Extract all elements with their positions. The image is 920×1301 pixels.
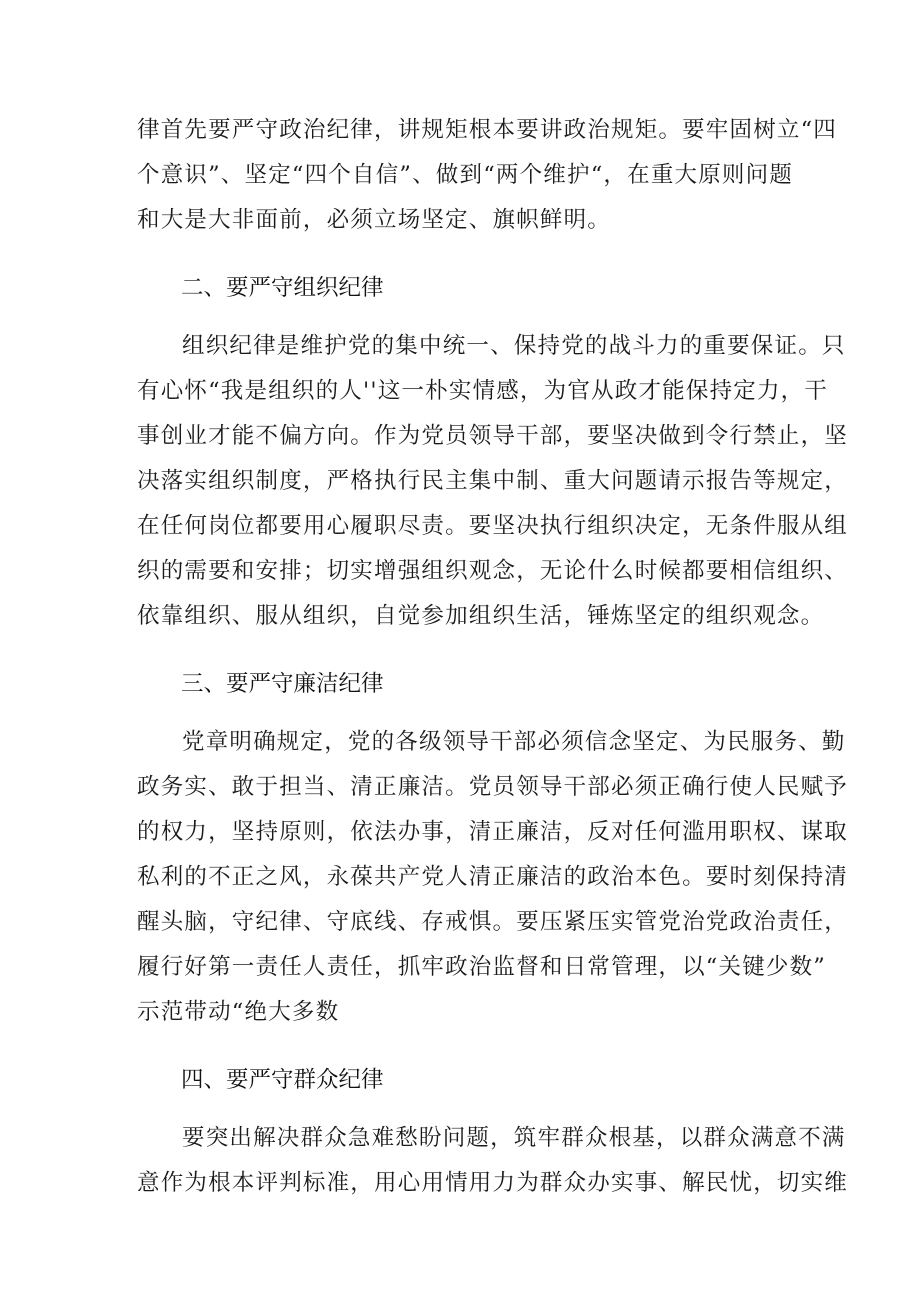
text-line: 醒头脑，守纪律、守底线、存戒惧。要压紧压实管党治党政治责任， [137, 909, 849, 935]
text-line: 的权力，坚持原则，依法办事，清正廉洁，反对任何滥用职权、谋取 [137, 819, 849, 845]
section-heading-masses: 四、要严守群众纪律 [181, 1067, 384, 1093]
organization-paragraph [137, 324, 849, 639]
text-line: 决落实组织制度，严格执行民主集中制、重大问题请示报告等规定， [137, 468, 849, 494]
text-line: 意作为根本评判标准，用心用情用力为群众办实事、解民忧，切实维 [137, 1170, 849, 1196]
text-line: 事创业才能不偏方向。作为党员领导干部，要坚决做到令行禁止，坚 [137, 423, 849, 449]
section-heading-integrity: 三、要严守廉洁纪律 [181, 671, 384, 697]
text-line: 私利的不正之风，永葆共产党人清正廉洁的政治本色。要时刻保持清 [137, 864, 849, 890]
text-line: 履行好第一责任人责任，抓牢政治监督和日常管理，以“关键少数” [137, 954, 827, 980]
intro-paragraph [137, 108, 838, 243]
text-line: 个意识”、坚定“四个自信”、做到“两个维护“，在重大原则问题 [137, 162, 794, 188]
text-line: 党章明确规定，党的各级领导干部必须信念坚定、为民服务、勤 [182, 729, 846, 755]
text-line: 依靠组织、服从组织，自觉参加组织生活，锤炼坚定的组织观念。 [137, 603, 825, 629]
text-line: 示范带动“绝大多数 [137, 999, 340, 1025]
text-line: 组织纪律是维护党的集中统一、保持党的战斗力的重要保证。只 [182, 333, 846, 359]
masses-paragraph [137, 1116, 849, 1206]
text-line: 律首先要严守政治纪律，讲规矩根本要讲政治规矩。要牢固树立“四 [137, 117, 838, 143]
integrity-paragraph [137, 720, 849, 1035]
text-line: 和大是大非面前，必须立场坚定、旗帜鲜明。 [137, 207, 612, 233]
text-line: 要突出解决群众急难愁盼问题，筑牢群众根基，以群众满意不满 [182, 1125, 846, 1151]
text-line: 政务实、敢于担当、清正廉洁。党员领导干部必须正确行使人民赋予 [137, 774, 849, 800]
section-heading-organization: 二、要严守组织纪律 [181, 275, 384, 301]
document-page [137, 108, 849, 1206]
text-line: 织的需要和安排；切实增强组织观念，无论什么时候都要相信组织、 [137, 558, 849, 584]
text-line: 在任何岗位都要用心履职尽责。要坚决执行组织决定，无条件服从组 [137, 513, 849, 539]
text-line: 有心怀“我是组织的人''这一朴实情感，为官从政才能保持定力，干 [137, 378, 829, 404]
